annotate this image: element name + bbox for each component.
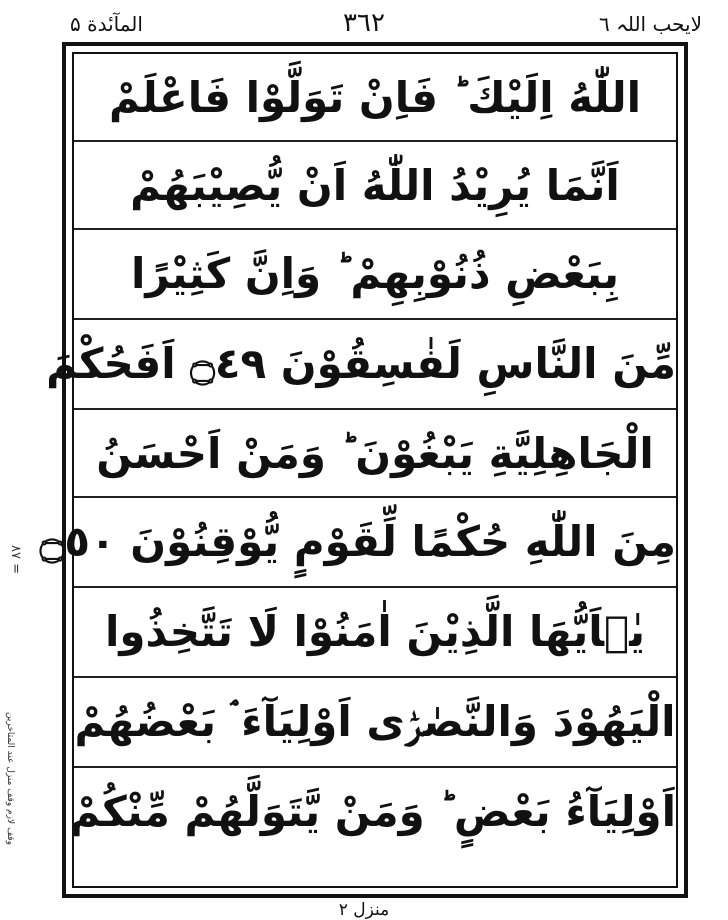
page-number: ٣٦٢	[343, 8, 385, 38]
page-header	[0, 8, 728, 40]
verse-line: مِنَ اللّٰهِ حُكْمًا لِّقَوْمٍ يُّوْقِنُوْنَ ۝٥٠	[74, 498, 676, 588]
verse-line: يٰۤاَيُّهَا الَّذِيْنَ اٰمَنُوْا لَا تَتَّخِذُوا	[74, 588, 676, 678]
text-frame	[39, 42, 688, 898]
verse-line: مِّنَ النَّاسِ لَفٰسِقُوْنَ ۝٤٩ اَفَحُكْمَ	[74, 320, 676, 410]
ruku-marginal-note: ٨٧ =	[8, 545, 23, 574]
manzil-footer: منزل ٢	[338, 900, 390, 920]
surah-title: المآىٔدة ۵	[70, 12, 143, 36]
text-panel	[39, 52, 678, 888]
para-title: لایحب اللہ ٦	[599, 12, 702, 36]
verse-line: اللّٰهُ اِلَيْكَ ؕ فَاِنْ تَوَلَّوْا فَاعْلَمْ	[74, 54, 676, 142]
verse-line: بِبَعْضِ ذُنُوْبِهِمْ ؕ وَاِنَّ كَثِيْرًا	[74, 230, 676, 320]
waqf-marginal-note: وقف لازم وقف منزل عند المتاخرین	[5, 712, 15, 845]
verse-line: الْجَاهِلِيَّةِ يَبْغُوْنَ ؕ وَمَنْ اَحْسَنُ	[74, 410, 676, 498]
verse-line: اَوْلِيَآءُ بَعْضٍ ؕ وَمَنْ يَّتَوَلَّهُمْ مِّنْكُمْ	[69, 787, 676, 836]
verse-line: اَنَّمَا يُرِيْدُ اللّٰهُ اَنْ يُّصِيْبَهُمْ	[74, 142, 676, 230]
verse-line: الْيَهُوْدَ وَالنَّصٰرٰۤى اَوْلِيَآءَ ۘ بَعْضُهُمْ	[74, 678, 676, 768]
